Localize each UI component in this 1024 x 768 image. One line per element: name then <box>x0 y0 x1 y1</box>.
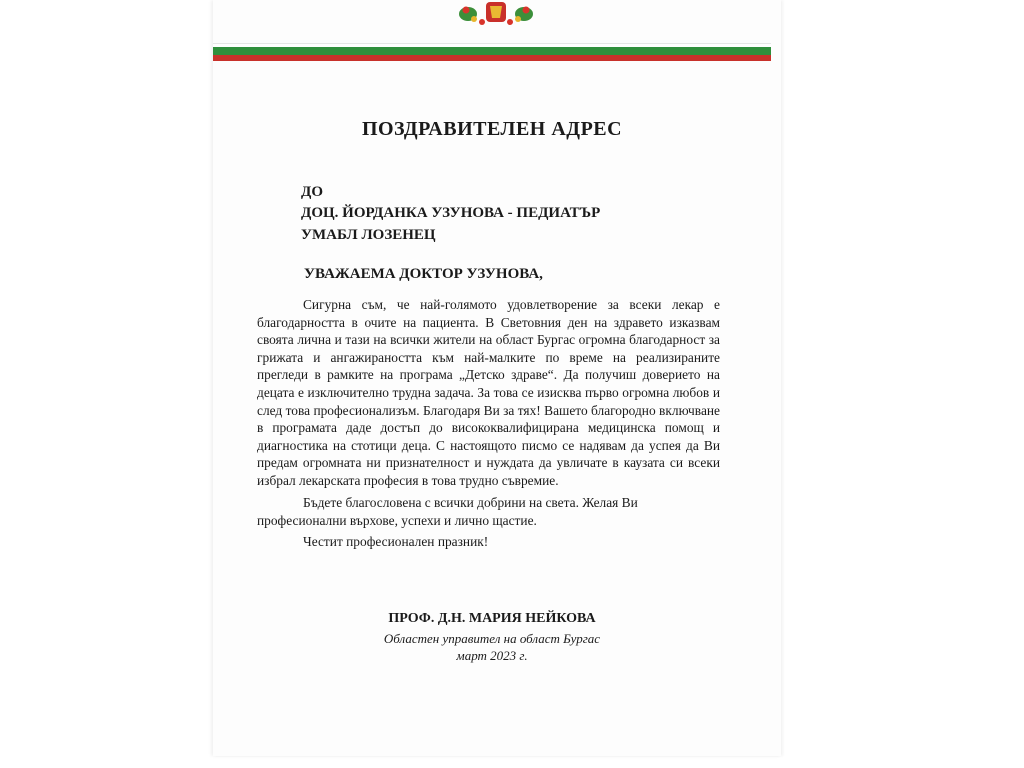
paragraph-wishes: Бъдете благословена с всички добрини на света. Желая Ви професионални върхове, успехи и лично щастие. <box>257 495 638 528</box>
signatory-title: Областен управител на област Бургас <box>383 631 601 646</box>
paragraph-gratitude: Сигурна съм, че най-голямото удовлетворение за всеки лекар е благодарността в очите на пациента. В Световния ден на здравето изказвам своята лична и тази на всички жители на област Бургас огромна благодарност за грижата и ангажираността към най-малките по време на реализираните прегледи в рамките на програма „Детско здраве“. Да получиш доверието на децата е изключително трудна задача. За това се изисква първо огромна любов и след това професионализъм. Благодаря Ви за тях! Вашето благородно включване в програмата даде достъп до висококвалифицирана медицинска помощ и диагностика на стотици деца. С настоящото писмо се надявам да успея да Ви предам огромната ни признателност и нуждата да увличате в каузата си всеки избрал лекарската професия в това трудно съвремие. <box>257 297 720 488</box>
letter-date: март 2023 г. <box>456 648 528 663</box>
bulgarian-flag-stripe <box>213 43 771 63</box>
coat-of-arms-icon <box>456 0 536 26</box>
signatory-name: ПРОФ. Д.Н. МАРИЯ НЕЙКОВА <box>388 611 596 626</box>
flag-green-band <box>213 47 771 55</box>
paragraph-congratulations: Честит професионален празник! <box>303 534 489 549</box>
recipient-organization: УМАБЛ ЛОЗЕНЕЦ <box>301 227 436 243</box>
to-label: ДО <box>301 184 323 200</box>
letter-body <box>257 296 720 490</box>
recipient-name: ДОЦ. ЙОРДАНКА УЗУНОВА - ПЕДИАТЪР <box>301 205 601 221</box>
document-title: ПОЗДРАВИТЕЛЕН АДРЕС <box>361 118 623 140</box>
flag-red-band <box>213 55 771 61</box>
greeting: УВАЖАЕМА ДОКТОР УЗУНОВА, <box>304 266 543 282</box>
